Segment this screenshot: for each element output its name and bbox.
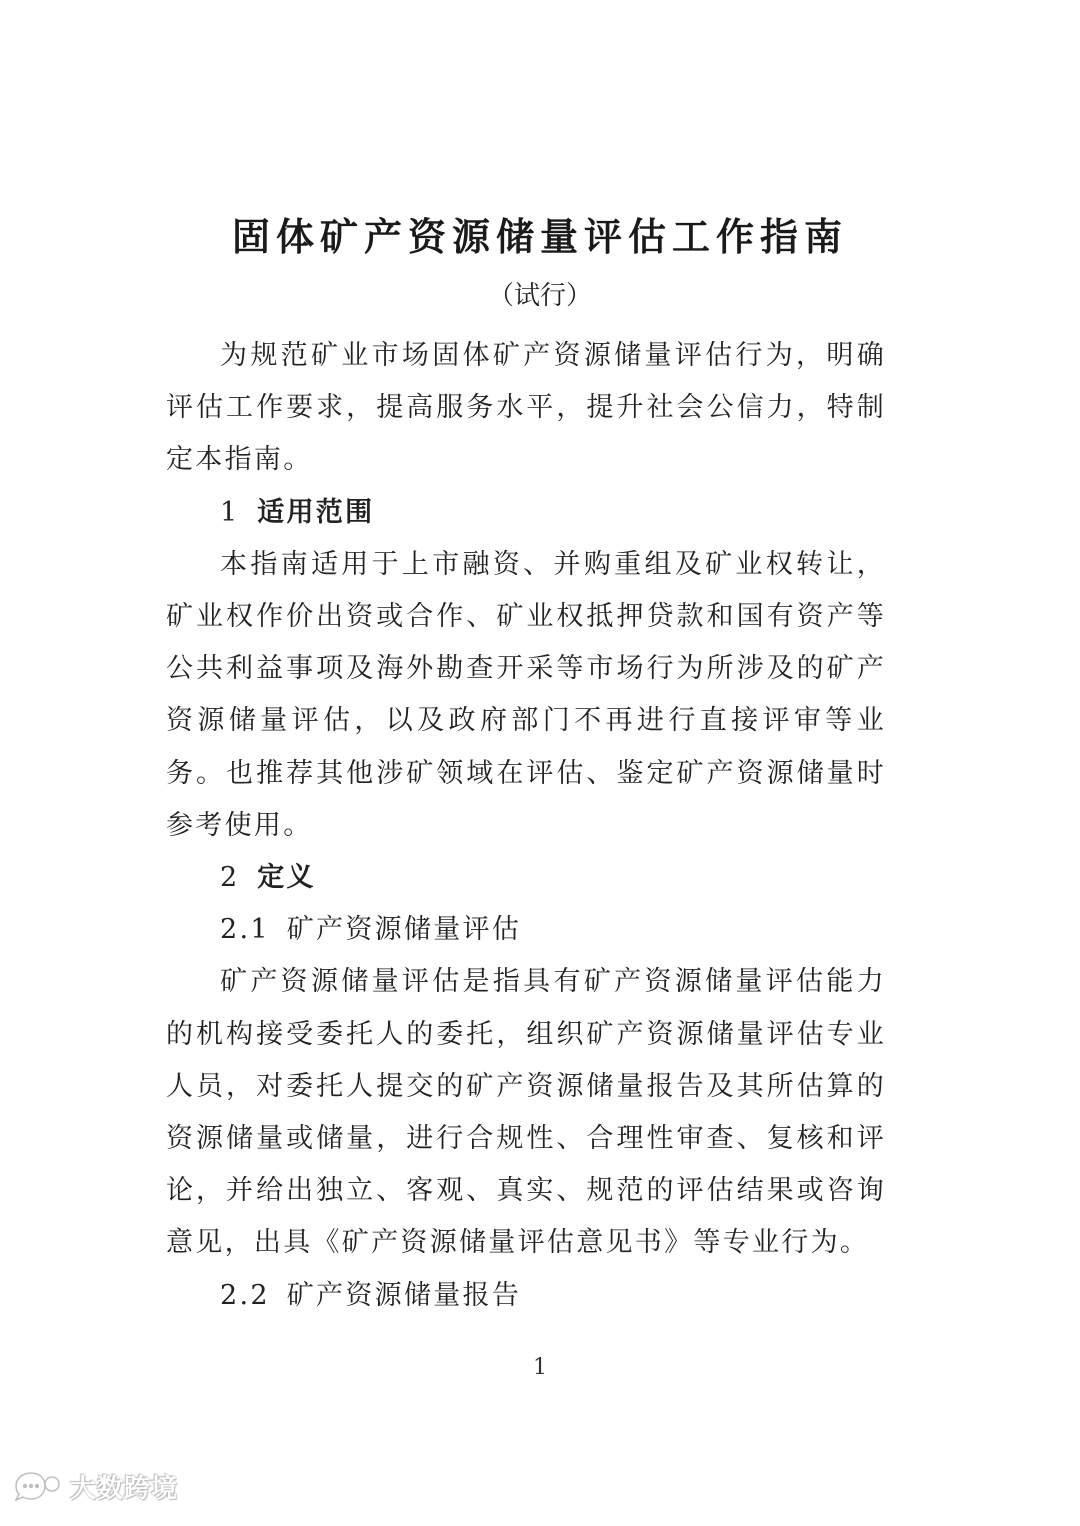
watermark (10, 1466, 178, 1506)
section-1-heading (166, 487, 886, 539)
document-body (166, 330, 886, 1322)
section-2-1-number: 2.1 (220, 914, 270, 946)
section-2-2-title: 矿产资源储量报告 (286, 1279, 522, 1311)
section-2-1-title: 矿产资源储量评估 (286, 914, 522, 946)
section-2-heading (166, 852, 886, 904)
section-2-1-heading (166, 904, 886, 956)
watermark-text: 大数跨境 (70, 1473, 179, 1504)
section-2-2-heading (166, 1270, 886, 1322)
section-1-title: 适用范围 (257, 496, 375, 528)
section-2-number: 2 (220, 862, 240, 894)
chat-bubble-logo-icon (10, 1470, 64, 1502)
section-1-number: 1 (220, 496, 240, 528)
section-2-2-number: 2.2 (220, 1279, 270, 1311)
page-number: 1 (533, 1355, 547, 1380)
document-title: 固体矿产资源储量评估工作指南 (231, 215, 848, 259)
section-2-1-paragraph: 矿产资源储量评估是指具有矿产资源储量评估能力的机构接受委托人的委托，组织矿产资源储量评估专业人员，对委托人提交的矿产资源储量报告及其所估算的资源储量或储量，进行合规性、合理性审查、复核和评论，并给出独立、客观、真实、规范的评估结果或咨询意见，出具《矿产资源储量评估意见书》等专业行为。 (166, 966, 886, 1259)
section-2-title: 定义 (257, 862, 316, 894)
section-1-paragraph: 本指南适用于上市融资、并购重组及矿业权转让，矿业权作价出资或合作、矿业权抵押贷款和国有资产等公共利益事项及海外勘查开采等市场行为所涉及的矿产资源储量评估，以及政府部门不再进行直接评审等业务。也推荐其他涉矿领域在评估、鉴定矿产资源储量时参考使用。 (166, 548, 886, 841)
intro-paragraph: 为规范矿业市场固体矿产资源储量评估行为，明确评估工作要求，提高服务水平，提升社会公信力，特制定本指南。 (166, 340, 886, 476)
document-subtitle: （试行） (487, 281, 592, 311)
